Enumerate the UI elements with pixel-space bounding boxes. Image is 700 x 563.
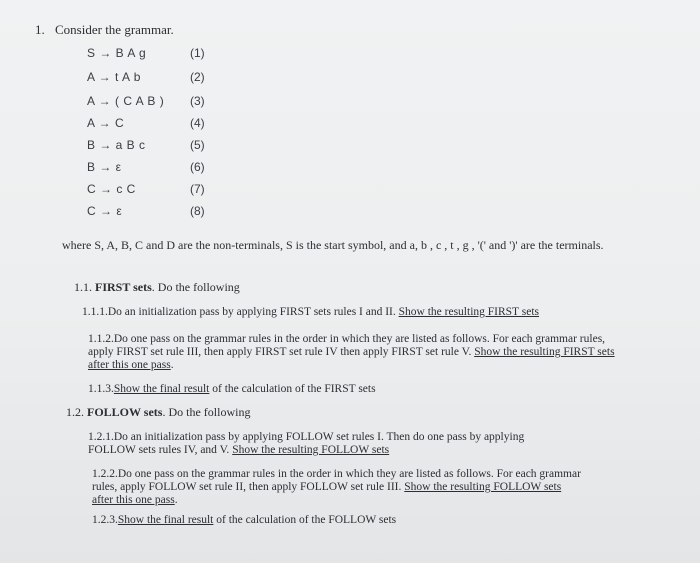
grammar-rule: A → ( C A B ) xyxy=(87,94,165,108)
item-highlight: Show the resulting FIRST sets xyxy=(398,306,539,318)
section-instruction: . Do the following xyxy=(151,280,240,294)
item-number: 1.2.2. xyxy=(92,468,118,480)
item-highlight: Show the final result xyxy=(117,514,214,526)
first-item-1 xyxy=(82,306,592,319)
item-highlight: Show the resulting FOLLOW sets after this one pass xyxy=(92,481,562,506)
grammar-rule: C → ε xyxy=(87,204,123,218)
first-sets-heading xyxy=(74,280,240,295)
first-item-3 xyxy=(88,383,588,396)
follow-item-2 xyxy=(92,468,582,507)
item-text: Do one pass on the grammar rules in the order in which they are listed as follows. For each grammar rules, apply FIRST set rule III, then apply FIRST set rule IV then apply FIRST set rule V. xyxy=(88,333,606,358)
item-text: Do one pass on the grammar rules in the order in which they are listed as follows. For each grammar rules, apply FOLLOW set rule II, then apply FOLLOW set rule III. xyxy=(92,468,581,493)
item-number: 1.1.1. xyxy=(82,306,108,318)
item-number: 1.1.3. xyxy=(88,383,114,395)
item-trailing: of the calculation of the FOLLOW sets xyxy=(213,514,397,526)
item-highlight: Show the final result xyxy=(113,383,210,395)
grammar-rule-number: (5) xyxy=(190,138,205,152)
grammar-rule-number: (4) xyxy=(190,116,205,130)
grammar-rule: B → ε xyxy=(87,160,122,174)
grammar-rule: S → B A g xyxy=(87,46,147,60)
section-title: FOLLOW sets xyxy=(87,405,163,419)
item-trailing: . xyxy=(174,494,178,506)
item-number: 1.1.2. xyxy=(88,333,114,345)
item-number: 1.2.3. xyxy=(92,514,118,526)
grammar-rule-number: (1) xyxy=(190,46,205,60)
grammar-rule: C → c C xyxy=(87,182,136,196)
item-highlight: Show the resulting FIRST sets after this one pass xyxy=(88,346,615,371)
section-title: FIRST sets xyxy=(95,280,152,294)
grammar-rule-number: (7) xyxy=(190,182,205,196)
follow-item-1 xyxy=(88,431,558,457)
grammar-rule: A → C xyxy=(87,116,125,130)
grammar-rule: A → t A b xyxy=(87,70,141,84)
question-title: Consider the grammar. xyxy=(55,22,174,37)
grammar-description: where S, A, B, C and D are the non-terminals, S is the start symbol, and a, b , c , t , g , '(' and ')' are the terminals. xyxy=(62,238,604,252)
section-instruction: . Do the following xyxy=(162,405,251,419)
grammar-rule-number: (6) xyxy=(190,160,205,174)
item-trailing: . xyxy=(170,359,174,371)
item-text: Do an initialization pass by applying FIRST sets rules I and II. xyxy=(107,306,399,318)
item-highlight: Show the resulting FOLLOW sets xyxy=(232,444,390,456)
question-number: 1. xyxy=(35,22,45,37)
grammar-rule-number: (3) xyxy=(190,94,205,108)
grammar-rule: B → a B c xyxy=(87,138,146,152)
grammar-rule-number: (8) xyxy=(190,204,205,218)
section-number: 1.2. xyxy=(66,405,84,419)
first-item-2 xyxy=(88,333,616,372)
section-number: 1.1. xyxy=(74,280,92,294)
item-trailing: of the calculation of the FIRST sets xyxy=(209,383,376,395)
follow-item-3 xyxy=(92,514,512,527)
item-number: 1.2.1. xyxy=(88,431,114,443)
item-text: Do an initialization pass by applying FOLLOW set rules I. Then do one pass by applying FOLLOW sets rules IV, and V. xyxy=(88,431,525,456)
follow-sets-heading xyxy=(66,405,250,420)
grammar-rule-number: (2) xyxy=(190,70,205,84)
